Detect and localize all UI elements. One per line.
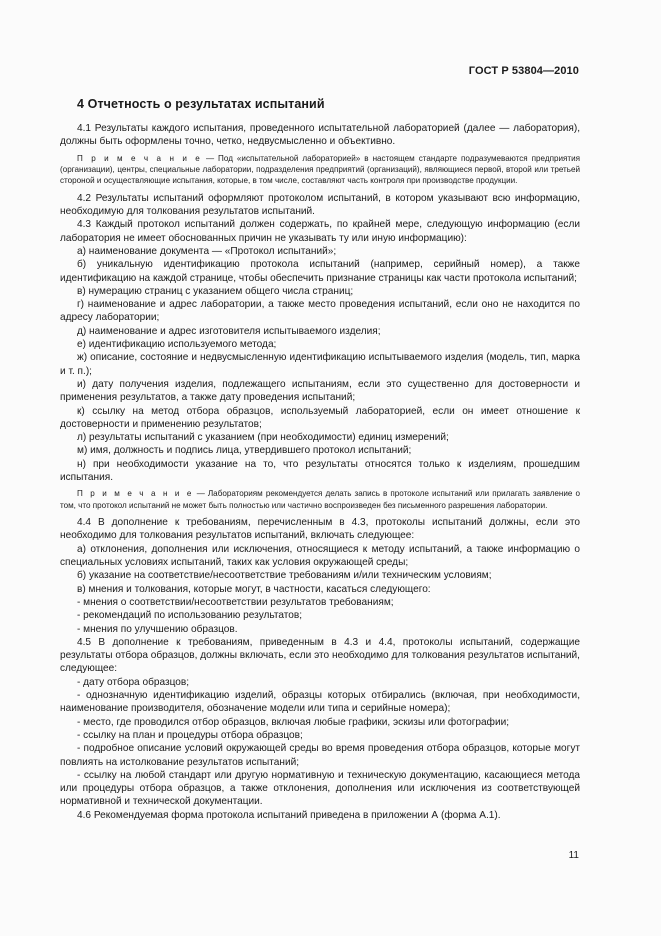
list-item: - мнения о соответствии/несоответствии результатов требованиям;: [77, 596, 394, 608]
section-title: 4 Отчетность о результатах испытаний: [77, 97, 325, 111]
note-2: [60, 488, 580, 511]
list-item: - место, где проводился отбор образцов, включая любые графики, эскизы или фотографии;: [77, 716, 510, 728]
list-item: м) имя, должность и подпись лица, утвердившего протокол испытаний;: [77, 445, 412, 457]
list-4-3: [60, 245, 580, 484]
note-text: — Лабораториям рекомендуется делать запись в протоколе испытаний или прилагать заявление о том, что протокол испытаний не может быть полностью или частично воспроизведен без письменного разрешения лаборатории.: [60, 489, 580, 510]
list-item: и) дату получения изделия, подлежащего испытаниям, если это существенно для достоверности и применения результатов, а также дату проведения испытаний;: [60, 378, 580, 404]
list-item: б) уникальную идентификацию протокола испытаний (например, серийный номер), а также идентификацию на каждой странице, чтобы обеспечить признание страницы как части протокола испытаний;: [60, 259, 580, 284]
note-label: П р и м е ч а н и е: [77, 489, 194, 499]
list-item: ж) описание, состояние и недвусмысленную идентификацию испытываемого изделия (модель, тип, марка и т. п.);: [60, 352, 580, 377]
list-item: - ссылку на план и процедуры отбора образцов;: [77, 729, 303, 741]
paragraph-4-4: 4.4 В дополнение к требованиям, перечисленным в 4.3, протоколы испытаний должны, если это необходимо для толкования результатов испытаний, включать следующее:: [60, 517, 580, 542]
list-4-5: [60, 676, 580, 809]
list-item: г) наименование и адрес лаборатории, а также место проведения испытаний, если оно не находится по адресу лаборатории;: [60, 299, 580, 324]
paragraph-4-1: 4.1 Результаты каждого испытания, проведенного испытательной лабораторией (далее — лаборатория), должны быть оформлены точно, четко, недвусмысленно и объективно.: [60, 123, 580, 148]
list-item: в) мнения и толкования, которые могут, в частности, касаться следующего:: [77, 583, 431, 595]
document-code: ГОСТ Р 53804—2010: [468, 65, 579, 77]
list-4-4: [60, 543, 580, 636]
list-item: к) ссылку на метод отбора образцов, используемый лабораторией, если он имеет отношение к достоверности и применению результатов;: [60, 405, 580, 430]
note-label: П р и м е ч а н и е: [77, 153, 202, 163]
list-item: а) наименование документа — «Протокол испытаний»;: [77, 246, 337, 257]
list-item: б) указание на соответствие/несоответствие требованиям и/или техническим условиям;: [77, 570, 492, 582]
paragraph-4-3: 4.3 Каждый протокол испытаний должен содержать, по крайней мере, следующую информацию (если лаборатория не имеет обоснованных причин не указывать ту или иную информацию):: [60, 219, 580, 244]
list-item: - мнения по улучшению образцов.: [77, 623, 238, 635]
main-content: [60, 97, 580, 822]
paragraph-4-6: 4.6 Рекомендуемая форма протокола испытаний приведена в приложении А (форма А.1).: [77, 809, 501, 821]
list-item: д) наименование и адрес изготовителя испытываемого изделия;: [77, 325, 381, 337]
list-item: в) нумерацию страниц с указанием общего числа страниц;: [77, 285, 354, 297]
list-item: е) идентификацию используемого метода;: [77, 339, 277, 351]
paragraph-4-5: 4.5 В дополнение к требованиям, приведенным в 4.3 и 4.4, протоколы испытаний, содержащие результаты отбора образцов, должны включать, если это необходимо для толкования результатов испытаний, следующее:: [60, 636, 580, 675]
note-1: [60, 153, 580, 187]
page-number: 11: [568, 850, 579, 861]
paragraph-4-2: 4.2 Результаты испытаний оформляют протоколом испытаний, в котором указывают всю информацию, необходимую для толкования результатов испытаний.: [60, 192, 580, 218]
list-item: л) результаты испытаний с указанием (при необходимости) единиц измерений;: [77, 432, 449, 444]
list-item: а) отклонения, дополнения или исключения, относящиеся к методу испытаний, а также информацию о специальных условиях испытаний, таких как условия окружающей среды;: [60, 543, 580, 569]
note-text: — Под «испытательной лабораторией» в настоящем стандарте подразумеваются предприятия (организации), центры, специальные лаборатории, подразделения предприятий (организаций), являющиеся первой, второй или третьей стороной и осуществляющие испытания, которые, в том числе, составляют часть контроля при производстве продукции.: [60, 153, 580, 186]
list-item: н) при необходимости указание на то, что результаты относятся только к изделиям, прошедшим испытания.: [60, 458, 580, 484]
list-item: - однозначную идентификацию изделий, образцы которых отбирались (включая, при необходимости, наименование производителя, обозначение модели или типа и серийные номера);: [60, 690, 580, 715]
list-item: - ссылку на любой стандарт или другую нормативную и техническую документацию, касающиеся метода или процедуры отбора образцов, а также отклонения, дополнения или исключения из соответствующей нормативной и технической документации.: [60, 769, 580, 808]
list-item: - дату отбора образцов;: [77, 676, 190, 688]
list-item: - подробное описание условий окружающей среды во время проведения отбора образцов, которые могут повлиять на истолкование результатов испытаний;: [60, 743, 580, 768]
list-item: - рекомендаций по использованию результатов;: [77, 610, 303, 622]
